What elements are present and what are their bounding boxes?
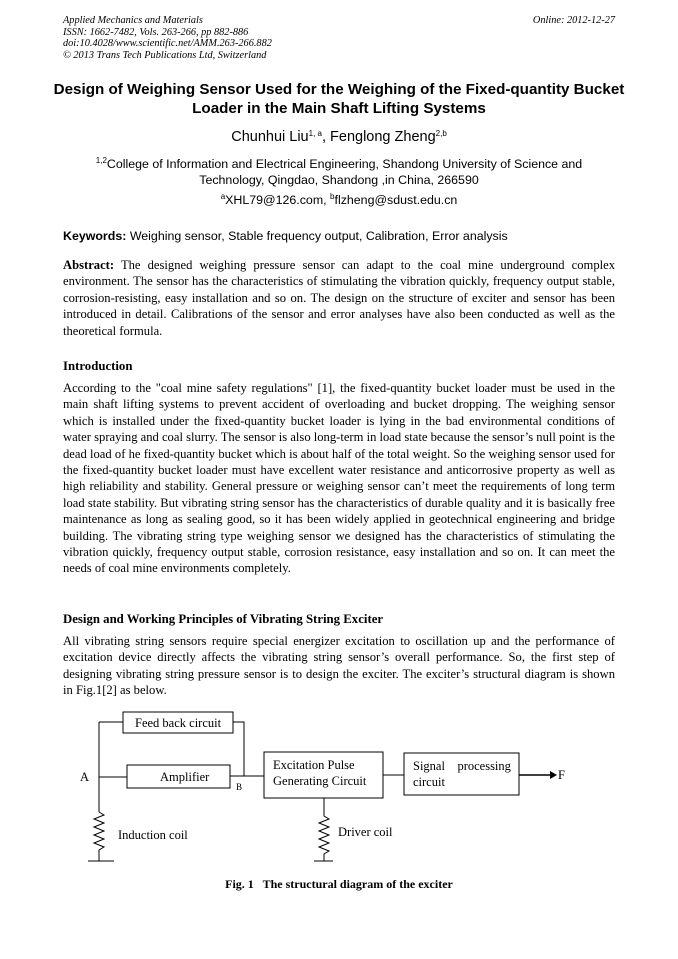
- author-name: Chunhui Liu: [231, 129, 309, 145]
- node-a-label: A: [80, 770, 90, 784]
- author-sup: 1, a: [308, 129, 322, 138]
- email: XHL79@126.com,: [225, 193, 327, 207]
- email-sup: a: [220, 192, 226, 201]
- feedback-label: Feed back circuit: [135, 716, 222, 730]
- section-text: According to the "coal mine safety regulations" [1], the fixed-quantity bucket loader must be used in the main shaft lifting systems to prevent accident of overloading and bucket dropping. The weighing sensor which is installed under the fixed-quantity bucket loader is lying in the bad environmental conditions of water spraying and coal slurry. The sensor is also long-term in load state because the sensor’s null point is the dead load of he fixed-quantity bucket which is about half of the total weight. So the weighing sensor used for the fixed-quantity bucket loader must have excellent water resistance and anticorrosive property as well as high reliability and stability. General pressure or weighing sensor can’t meet the requirements of long term load state stability. But vibrating string sensor has the characteristics of durable quality and it is basically free maintenance as long as sealing good, so it has been widely applied in geotechnical engineering and bridge building. The vibrating string type weighing sensor we designed has the characteristics of stimulating the vibration quickly, frequency output stable, corrosion resistance, easy installation and so on. It can meet the needs of coal mine environments completely.: [63, 381, 616, 576]
- journal-name: Applied Mechanics and Materials: [63, 15, 203, 26]
- affiliation-text: College of Information and Electrical Engineering, Shandong University of Science and Technology, Qingdao, Shandong ,in China, 266590: [106, 157, 583, 187]
- keywords-text: Weighing sensor, Stable frequency output, Calibration, Error analysis: [129, 229, 508, 243]
- doi: doi:10.4028/www.scientific.net/AMM.263-266.882: [63, 38, 272, 49]
- author-sup: 2,b: [435, 129, 447, 138]
- amplifier-label: Amplifier: [160, 770, 210, 784]
- authors: Chunhui Liu$^{1, a}$, Fenglong Zheng$^{2,b}$: [231, 129, 447, 145]
- driver-coil-icon: [314, 798, 333, 861]
- excitation-label: Excitation Pulse: [273, 758, 355, 772]
- figure-caption: Fig. 1 The structural diagram of the exciter: [225, 877, 453, 891]
- induction-coil-label: Induction coil: [118, 828, 188, 842]
- email-sup: b: [330, 192, 335, 201]
- affiliation-sup: 1,2: [95, 156, 107, 165]
- node-b-label: B: [236, 782, 243, 792]
- excitation-label: Generating Circuit: [273, 774, 367, 788]
- driver-coil-label: Driver coil: [338, 825, 393, 839]
- section-text: All vibrating string sensors require special energizer excitation to oscillation up and the performance of excitation device directly affects the vibrating string sensor’s overall performance. So, the first step of designing vibrating string pressure sensor is to design the exciter. The exciter’s structural diagram is shown in Fig.1[2] as below.: [63, 634, 615, 698]
- abstract-text: The designed weighing pressure sensor can adapt to the coal mine underground complex environment. The sensor has the characteristics of stimulating the vibration quickly, frequency output stable, corrosion-resisting, easy installation and so on. The design on the structure of exciter and sensor has been introduced in detail. Calibrations of the sensor and error analyses have also been conducted as well as the theoretical formula.: [63, 258, 616, 338]
- signal-label: Signal processing: [413, 759, 511, 773]
- issn: ISSN: 1662-7482, Vols. 263-266, pp 882-886: [63, 26, 249, 38]
- output-f-label: F: [558, 768, 565, 782]
- section-heading: Design and Working Principles of Vibrating String Exciter: [63, 612, 384, 626]
- arrow-icon: [550, 771, 557, 779]
- author-name: Fenglong Zheng: [330, 129, 436, 145]
- keywords-label: Keywords:: [63, 229, 127, 243]
- abstract-label: Abstract:: [63, 258, 115, 272]
- copyright: © 2013 Trans Tech Publications Ltd, Switzerland: [63, 49, 267, 61]
- email: flzheng@sdust.edu.cn: [334, 193, 458, 207]
- online-date: Online: 2012-12-27: [532, 15, 615, 26]
- induction-coil-icon: [88, 812, 114, 861]
- paper-title: Design of Weighing Sensor Used for the Weighing of the Fixed-quantity Bucket Loader in the Main Shaft Lifting Systems: [53, 81, 625, 117]
- section-heading: Introduction: [63, 359, 133, 373]
- signal-label: circuit: [413, 775, 445, 789]
